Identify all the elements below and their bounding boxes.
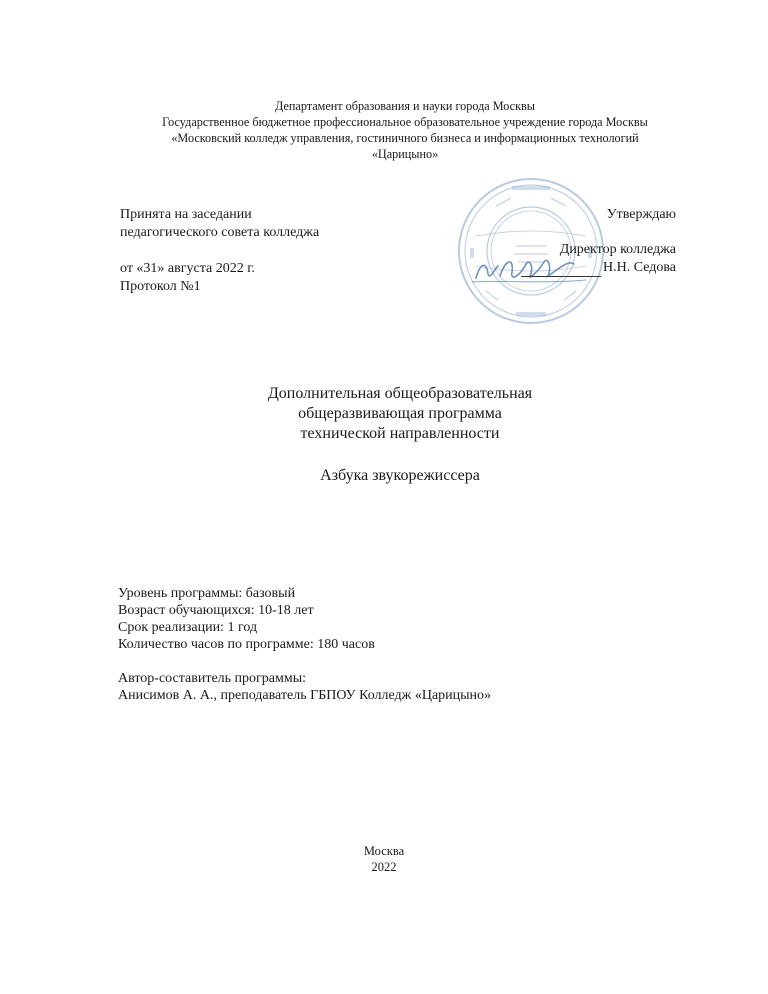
director-approval	[521, 206, 676, 277]
title-line-1: Дополнительная общеобразовательная	[267, 385, 533, 402]
footer-city: Москва	[363, 844, 405, 858]
council-approval	[120, 206, 319, 296]
program-term: Срок реализации: 1 год	[118, 620, 258, 635]
council-line-2: педагогического совета колледжа	[120, 225, 320, 240]
director-position: Директор колледжа	[559, 242, 676, 257]
footer-year: 2022	[371, 860, 397, 874]
approve-label: Утверждаю	[606, 207, 676, 222]
director-name: Н.Н. Седова	[602, 260, 676, 275]
document-footer	[334, 843, 434, 875]
title-line-2: общеразвивающая программа	[298, 405, 502, 422]
director-name-row	[521, 259, 676, 277]
department-name: Департамент образования и науки города Москвы	[275, 99, 535, 113]
program-title	[150, 384, 650, 486]
signature-line	[521, 262, 601, 277]
author-name: Анисимов А. А., преподаватель ГБПОУ Колледж «Царицыно»	[118, 688, 492, 703]
program-info	[118, 585, 491, 704]
program-hours: Количество часов по программе: 180 часов	[118, 637, 375, 652]
college-short-name: «Царицыно»	[371, 147, 439, 161]
course-name: Азбука звукорежиссера	[320, 467, 480, 484]
title-line-3: технической направленности	[300, 425, 500, 442]
institution-type: Государственное бюджетное профессиональное образовательное учреждение города Москвы	[162, 115, 648, 129]
institution-header	[90, 98, 720, 162]
author-label: Автор-составитель программы:	[118, 671, 307, 686]
college-name: «Московский колледж управления, гостиничного бизнеса и информационных технологий	[171, 131, 639, 145]
council-date: от «31» августа 2022 г.	[120, 261, 255, 276]
student-age: Возраст обучающихся: 10-18 лет	[118, 603, 314, 618]
council-line-1: Принята на заседании	[120, 207, 252, 222]
program-level: Уровень программы: базовый	[118, 586, 296, 601]
protocol-number: Протокол №1	[120, 279, 201, 294]
